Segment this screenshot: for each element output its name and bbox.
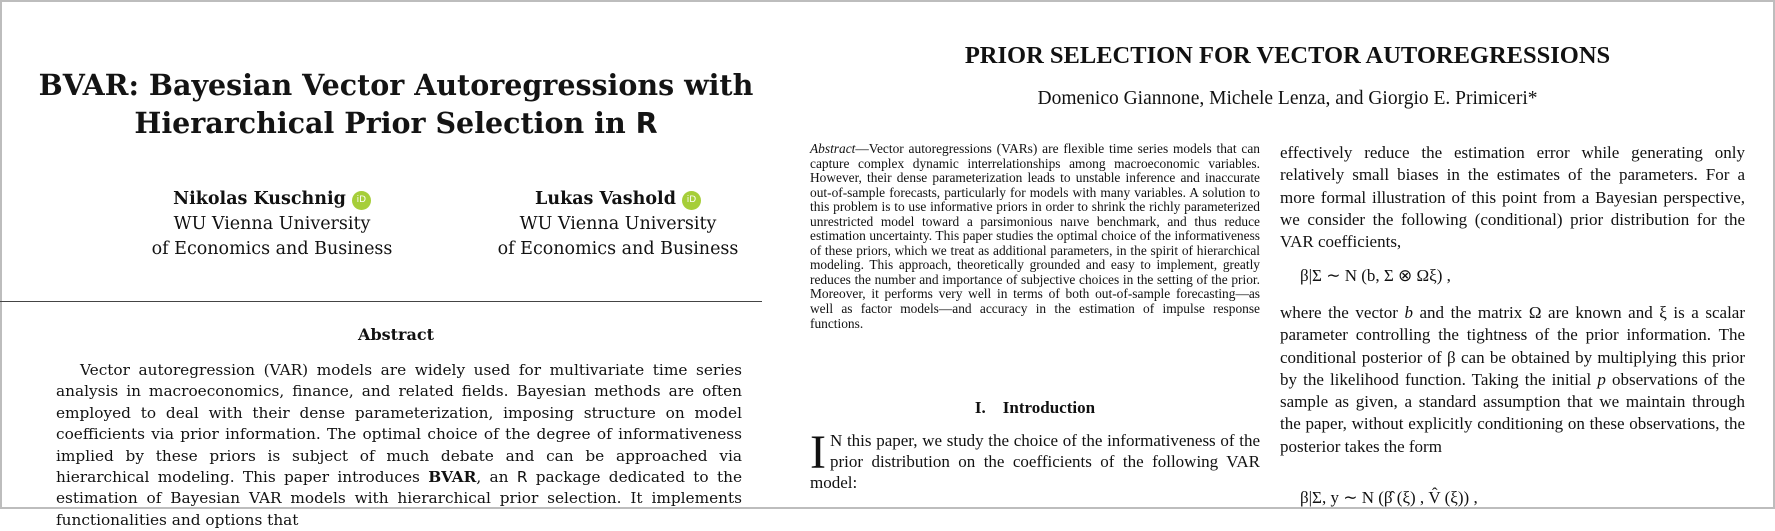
abstract-label: Abstract: [810, 141, 856, 156]
orcid-icon[interactable]: iD: [352, 191, 371, 210]
right-paper-title: PRIOR SELECTION FOR VECTOR AUTOREGRESSIONS: [964, 42, 1611, 69]
left-abstract-heading: Abstract: [358, 325, 434, 344]
column2-paragraph-2: where the vector b and the matrix Ω are known and ξ is a scalar parameter controlling the tightness of the prior information. The conditional posterior of β can be obtained by multiplying this prior by the likelihood function. Taking the initial p observations of the sample as given, a standard assumption that we maintain through the paper, without explicitly conditioning on these observations, the posterior takes the form: [1280, 303, 1745, 456]
right-abstract: Abstract—Vector autoregressions (VARs) are flexible time series models that can capture complex dynamic interrelationships among macroeconomic variables. However, their dense parameterization leads to unstable inference and inaccurate out-of-sample forecasts, particularly for models with many variables. A solution to this problem is to use informative priors in order to shrink the richly parameterized unrestricted model toward a parsimonious naıve benchmark, and thus reduce estimation uncertainty. This paper studies the optimal choice of the informativeness of these priors, which we treat as additional parameters, in the spirit of hierarchical modeling. This approach, theoretically grounded and easy to implement, greatly reduces the number and importance of subjective choices in the setting of the prior. Moreover, it performs very well in terms of both out-of-sample forecasting—as well as factor models—and accuracy in the estimation of impulse response functions.: [810, 141, 1260, 331]
left-paper-title: [0, 66, 792, 143]
right-paper-authors: Domenico Giannone, Michele Lenza, and Giorgio E. Primiceri*: [1037, 88, 1538, 109]
author-affiliation: WU Vienna University: [519, 214, 717, 234]
left-title-r: R: [635, 107, 658, 140]
intro-heading: I. Introduction: [974, 398, 1096, 417]
prior-equation: β|Σ ∼ N (b, Σ ⊗ Ωξ) ,: [1300, 266, 1451, 285]
orcid-icon[interactable]: iD: [682, 191, 701, 210]
left-title-line1: BVAR: Bayesian Vector Autoregressions with: [38, 68, 754, 102]
left-title-line2: Hierarchical Prior Selection in: [134, 106, 636, 140]
author-name: Lukas Vashold: [535, 189, 676, 209]
column2-paragraph-1: effectively reduce the estimation error while generating only relatively small biases in the estimates of the parameters. For a more formal illustration of this point from a Bayesian perspective, we consider the following (conditional) prior distribution for the VAR coefficients,: [1280, 143, 1745, 252]
author-affiliation: of Economics and Business: [497, 239, 739, 259]
author-affiliation: of Economics and Business: [151, 239, 393, 259]
drop-cap: I: [810, 426, 826, 479]
section-divider: [0, 301, 762, 302]
intro-paragraph: I N this paper, we study the choice of the informativeness of the prior distribution on the coefficients of the following VAR model:: [810, 426, 1260, 492]
author-name: Nikolas Kuschnig: [173, 189, 346, 209]
posterior-equation: β|Σ, y ∼ N (β̂ (ξ) , V̂ (ξ)) ,: [1300, 488, 1478, 507]
author-affiliation: WU Vienna University: [173, 214, 371, 234]
author-block-1: [112, 187, 432, 262]
author-block-2: [458, 187, 778, 262]
package-name: BVAR: [428, 468, 477, 487]
left-abstract-body: Vector autoregression (VAR) models are widely used for multivariate time series analysis in macroeconomics, finance, and related fields. Bayesian methods are often employed to deal with their dense parameterization, imposing structure on model coefficients via prior information. The optimal choice of the degree of informativeness implied by these priors is subject of much debate and can be approached via hierarchical modeling. This paper introduces BVAR, an R package dedicated to the estimation of Bayesian VAR models with hierarchical prior selection. It implements functionalities and options that: [56, 361, 742, 529]
